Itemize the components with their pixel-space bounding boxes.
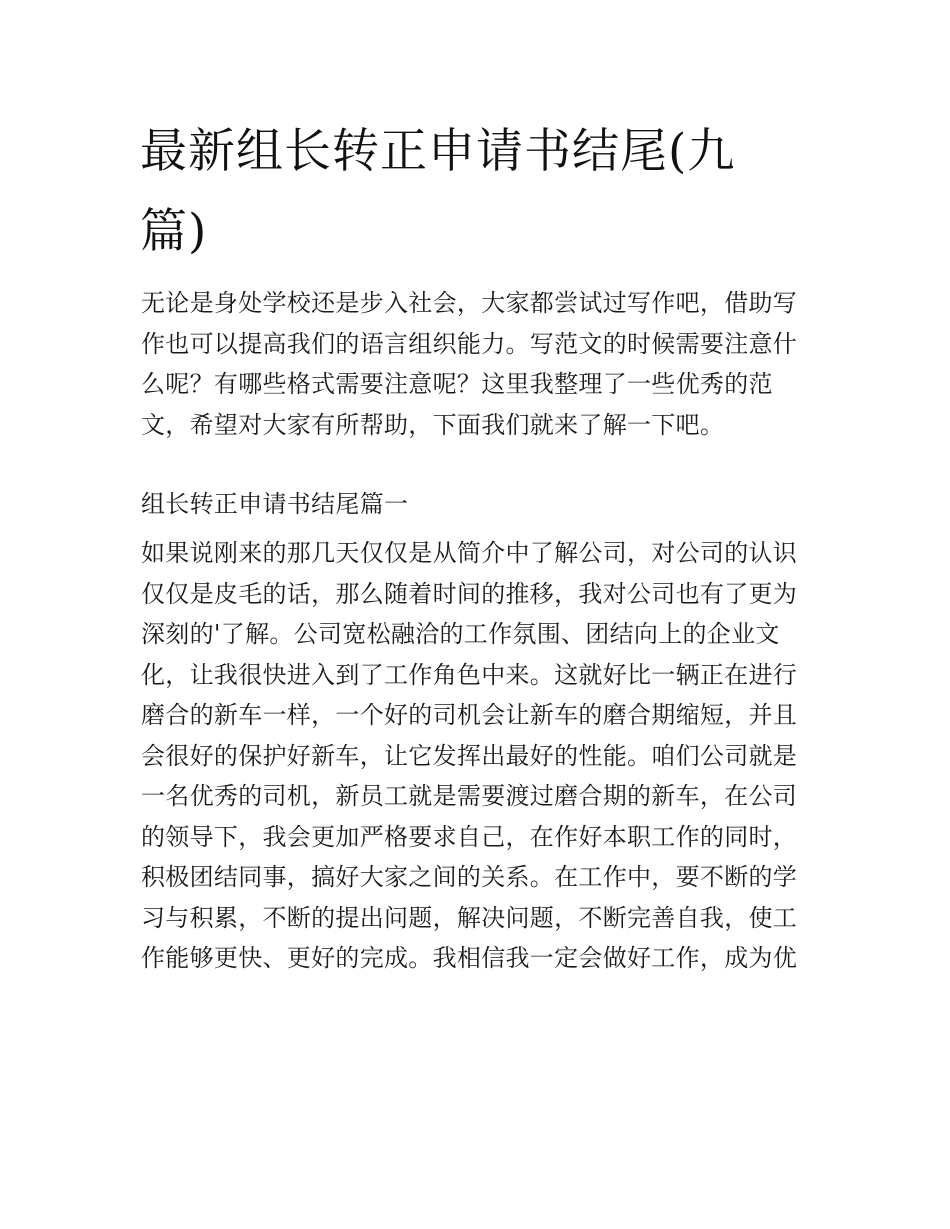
section-heading: 组长转正申请书结尾篇一 xyxy=(141,490,409,518)
body-paragraph: 如果说刚来的那几天仅仅是从简介中了解公司，对公司的认识仅仅是皮毛的话，那么随着时间的推移，我对公司也有了更为深刻的'了解。公司宽松融洽的工作氛围、团结向上的企业文化，让我很快进入到了工作角色中来。这就好比一辆正在进行磨合的新车一样，一个好的司机会让新车的磨合期缩短，并且会很好的保护好新车，让它发挥出最好的性能。咱们公司就是一名优秀的司机，新员工就是需要渡过磨合期的新车，在公司的领导下，我会更加严格要求自己，在作好本职工作的同时，积极团结同事，搞好大家之间的关系。在工作中，要不断的学习与积累，不断的提出问题，解决问题，不断完善自我，使工作能够更快、更好的完成。我相信我一定会做好工作，成为优 xyxy=(141,539,798,972)
document-title: 最新组长转正申请书结尾(九篇) xyxy=(140,124,736,259)
intro-paragraph: 无论是身处学校还是步入社会，大家都尝试过写作吧，借助写作也可以提高我们的语言组织能力。写范文的时候需要注意什么呢？有哪些格式需要注意呢？这里我整理了一些优秀的范文，希望对大家有所帮助，下面我们就来了解一下吧。 xyxy=(141,289,798,439)
